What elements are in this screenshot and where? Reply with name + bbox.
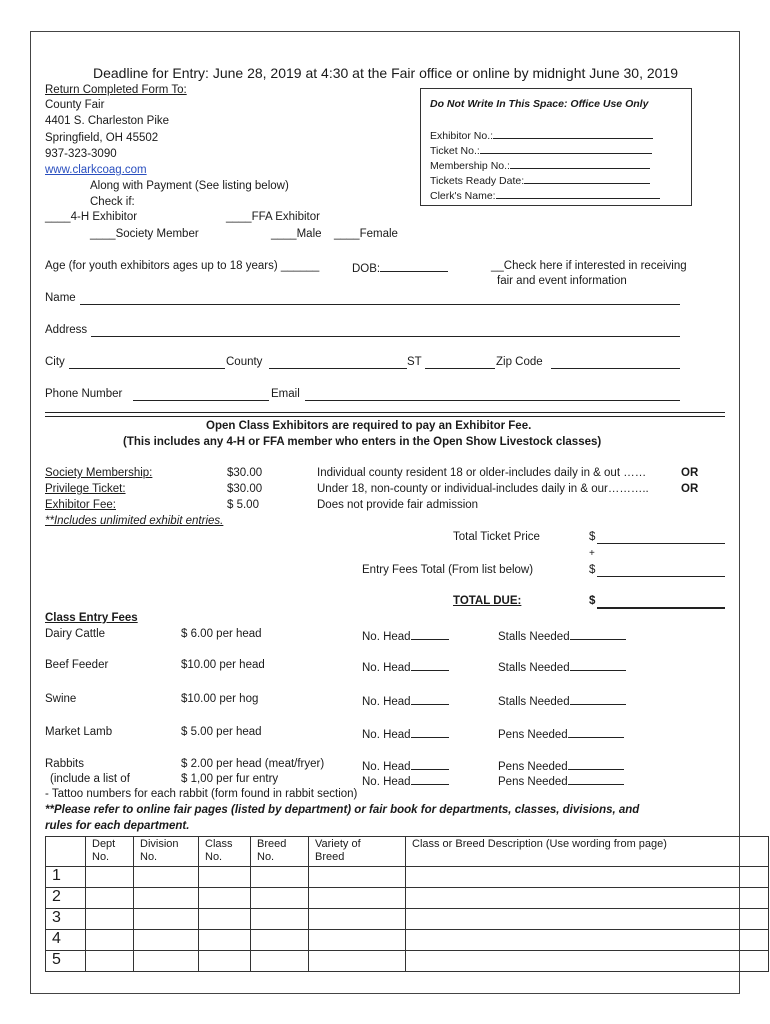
stalls-needed-field[interactable]: Stalls Needed — [498, 628, 626, 643]
ticket-name: Exhibitor Fee: — [45, 499, 116, 511]
table-cell[interactable] — [406, 888, 769, 909]
class-name: Market Lamb — [45, 726, 113, 738]
currency-sign: $ — [589, 531, 596, 543]
return-city: Springfield, OH 45502 — [45, 132, 159, 144]
divider-top — [45, 412, 725, 413]
table-header-row — [46, 837, 769, 867]
class-fee: $10.00 per hog — [181, 693, 259, 705]
pens-needed-field[interactable]: Pens Needed — [498, 758, 624, 773]
office-field-clerk-name[interactable]: Clerk's Name: — [430, 187, 660, 202]
phone-input-line[interactable] — [133, 400, 269, 401]
email-label: Email — [271, 388, 300, 400]
class-fee: $ 5.00 per head — [181, 726, 262, 738]
rabbit-fee-fur: $ 1,00 per fur entry — [181, 773, 279, 785]
header-cell: Variety of Breed — [309, 837, 406, 867]
return-street: 4401 S. Charleston Pike — [45, 115, 170, 127]
ticket-name: Society Membership: — [45, 467, 153, 479]
head-count-field[interactable]: No. Head — [362, 726, 449, 741]
table-cell[interactable] — [251, 951, 309, 972]
row-number: 5 — [46, 951, 86, 972]
plus-sign: + — [589, 548, 595, 559]
table-row — [46, 888, 769, 909]
return-org: County Fair — [45, 99, 105, 111]
head-count-field[interactable]: No. Head — [362, 628, 449, 643]
table-cell[interactable] — [86, 951, 134, 972]
table-row — [46, 867, 769, 888]
checkbox-ffa-label: FFA Exhibitor — [251, 211, 320, 223]
entry-fees-total-label: Entry Fees Total (From list below) — [362, 564, 534, 576]
header-cell: Dept No. — [86, 837, 134, 867]
check-if-label: Check if: — [90, 196, 135, 208]
state-input-line[interactable] — [425, 368, 495, 369]
address-input-line[interactable] — [91, 336, 680, 337]
header-cell: Breed No. — [251, 837, 309, 867]
info-checkbox-line2: fair and event information — [497, 275, 627, 287]
checkbox-4h[interactable]: ____4-H Exhibitor — [45, 211, 138, 223]
zip-input-line[interactable] — [551, 368, 680, 369]
office-field-ticket-no[interactable]: Ticket No.: — [430, 142, 652, 157]
office-field-membership-no[interactable]: Membership No.: — [430, 157, 650, 172]
address-label: Address — [45, 324, 88, 336]
checkbox-female-label: Female — [359, 228, 398, 240]
row-number: 2 — [46, 888, 86, 909]
entry-table — [45, 836, 769, 972]
info-checkbox[interactable]: __Check here if interested in receiving — [491, 260, 687, 272]
ticket-desc: Under 18, non-county or individual-includes daily in & our……….. — [317, 483, 649, 495]
dob-field[interactable]: DOB: — [352, 260, 448, 275]
city-input-line[interactable] — [69, 368, 225, 369]
ticket-or: OR — [681, 467, 699, 479]
refer-note-line2: rules for each department. — [45, 820, 190, 832]
fee-notice-line1: Open Class Exhibitors are required to pay an Exhibitor Fee. — [206, 420, 532, 432]
checkbox-society[interactable]: ____Society Member — [90, 228, 199, 240]
ticket-price: $ 5.00 — [227, 499, 259, 511]
table-cell[interactable] — [134, 930, 199, 951]
unlimited-note: **Includes unlimited exhibit entries. — [45, 515, 224, 527]
table-cell[interactable] — [406, 930, 769, 951]
checkbox-society-label: Society Member — [115, 228, 199, 240]
table-cell[interactable] — [199, 951, 251, 972]
checkbox-ffa[interactable]: ____FFA Exhibitor — [226, 211, 320, 223]
entry-fees-input[interactable] — [597, 576, 725, 577]
table-cell[interactable] — [309, 888, 406, 909]
name-label: Name — [45, 292, 76, 304]
payment-note: Along with Payment (See listing below) — [90, 180, 289, 192]
header-cell: Class No. — [199, 837, 251, 867]
email-input-line[interactable] — [305, 400, 680, 401]
tattoo-note: - Tattoo numbers for each rabbit (form found in rabbit section) — [45, 788, 358, 800]
table-cell[interactable] — [86, 867, 134, 888]
table-cell[interactable] — [309, 951, 406, 972]
zip-label: Zip Code — [496, 356, 543, 368]
ticket-or: OR — [681, 483, 699, 495]
class-fee: $ 6.00 per head — [181, 628, 262, 640]
phone-label: Phone Number — [45, 388, 123, 400]
table-cell[interactable] — [251, 909, 309, 930]
table-cell[interactable] — [199, 888, 251, 909]
checkbox-male[interactable]: ____Male — [271, 228, 322, 240]
ticket-desc: Does not provide fair admission — [317, 499, 479, 511]
checkbox-4h-label: 4-H Exhibitor — [70, 211, 138, 223]
table-cell[interactable] — [406, 867, 769, 888]
table-row — [46, 909, 769, 930]
ticket-name: Privilege Ticket: — [45, 483, 126, 495]
table-cell[interactable] — [309, 867, 406, 888]
table-cell[interactable] — [134, 909, 199, 930]
row-number: 4 — [46, 930, 86, 951]
website-link[interactable]: www.clarkcoag.com — [45, 164, 147, 176]
county-label: County — [226, 356, 263, 368]
class-name: Beef Feeder — [45, 659, 109, 671]
table-cell[interactable] — [251, 930, 309, 951]
table-row — [46, 930, 769, 951]
rabbit-fee-meat: $ 2.00 per head (meat/fryer) — [181, 758, 325, 770]
row-number: 1 — [46, 867, 86, 888]
total-ticket-label: Total Ticket Price — [453, 531, 540, 543]
divider-bottom — [45, 416, 725, 417]
table-cell[interactable] — [406, 951, 769, 972]
header-cell: Class or Breed Description (Use wording from page) — [406, 837, 769, 867]
office-box-title: Do Not Write In This Space: Office Use Only — [430, 98, 649, 110]
city-label: City — [45, 356, 65, 368]
refer-note-line1: **Please refer to online fair pages (listed by department) or fair book for departments, classes, divisions, and — [45, 804, 640, 816]
class-name: Dairy Cattle — [45, 628, 106, 640]
table-cell[interactable] — [309, 930, 406, 951]
deadline-text: Deadline for Entry: June 28, 2019 at 4:30 at the Fair office or online by midnight June 30, 2019 — [93, 65, 679, 81]
table-cell[interactable] — [199, 930, 251, 951]
table-cell[interactable] — [251, 888, 309, 909]
row-number: 3 — [46, 909, 86, 930]
name-input-line[interactable] — [80, 304, 680, 305]
table-cell[interactable] — [251, 867, 309, 888]
state-label: ST — [407, 356, 422, 368]
class-entry-heading: Class Entry Fees — [45, 612, 138, 624]
office-use-box — [420, 88, 692, 206]
total-ticket-input[interactable] — [597, 543, 725, 544]
table-cell[interactable] — [199, 867, 251, 888]
table-cell[interactable] — [134, 888, 199, 909]
table-cell[interactable] — [134, 951, 199, 972]
total-due-label: TOTAL DUE: — [453, 595, 522, 607]
return-phone: 937-323-3090 — [45, 148, 117, 160]
pens-needed-field[interactable]: Pens Needed — [498, 726, 624, 741]
total-due-input[interactable] — [597, 607, 725, 609]
rabbits-label-2: (include a list of — [50, 773, 130, 785]
head-count-field[interactable]: No. Head — [362, 659, 449, 674]
table-cell[interactable] — [406, 909, 769, 930]
currency-sign: $ — [589, 595, 596, 607]
class-fee: $10.00 per head — [181, 659, 265, 671]
table-cell[interactable] — [86, 909, 134, 930]
office-field-exhibitor-no[interactable]: Exhibitor No.: — [430, 127, 653, 142]
table-cell[interactable] — [199, 909, 251, 930]
header-cell — [46, 837, 86, 867]
ticket-price: $30.00 — [227, 467, 263, 479]
ticket-price: $30.00 — [227, 483, 263, 495]
header-cell: Division No. — [134, 837, 199, 867]
head-count-field[interactable]: No. Head — [362, 773, 449, 788]
fee-notice-line2: (This includes any 4-H or FFA member who enters in the Open Show Livestock classes) — [123, 436, 602, 448]
stalls-needed-field[interactable]: Stalls Needed — [498, 659, 626, 674]
table-row — [46, 951, 769, 972]
pens-needed-field[interactable]: Pens Needed — [498, 773, 624, 788]
return-heading: Return Completed Form To: — [45, 84, 187, 96]
rabbits-label: Rabbits — [45, 758, 84, 770]
head-count-field[interactable]: No. Head — [362, 758, 449, 773]
table-cell[interactable] — [86, 888, 134, 909]
stalls-needed-field[interactable]: Stalls Needed — [498, 693, 626, 708]
checkbox-male-label: Male — [296, 228, 322, 240]
table-cell[interactable] — [309, 909, 406, 930]
head-count-field[interactable]: No. Head — [362, 693, 449, 708]
table-cell[interactable] — [134, 867, 199, 888]
ticket-desc: Individual county resident 18 or older-includes daily in & out …… — [317, 467, 647, 479]
checkbox-female[interactable]: ____Female — [334, 228, 398, 240]
table-cell[interactable] — [86, 930, 134, 951]
currency-sign: $ — [589, 564, 596, 576]
class-name: Swine — [45, 693, 77, 705]
office-field-tickets-ready[interactable]: Tickets Ready Date: — [430, 172, 650, 187]
county-input-line[interactable] — [269, 368, 407, 369]
age-field[interactable]: Age (for youth exhibitors ages up to 18 years) ______ — [45, 260, 320, 272]
